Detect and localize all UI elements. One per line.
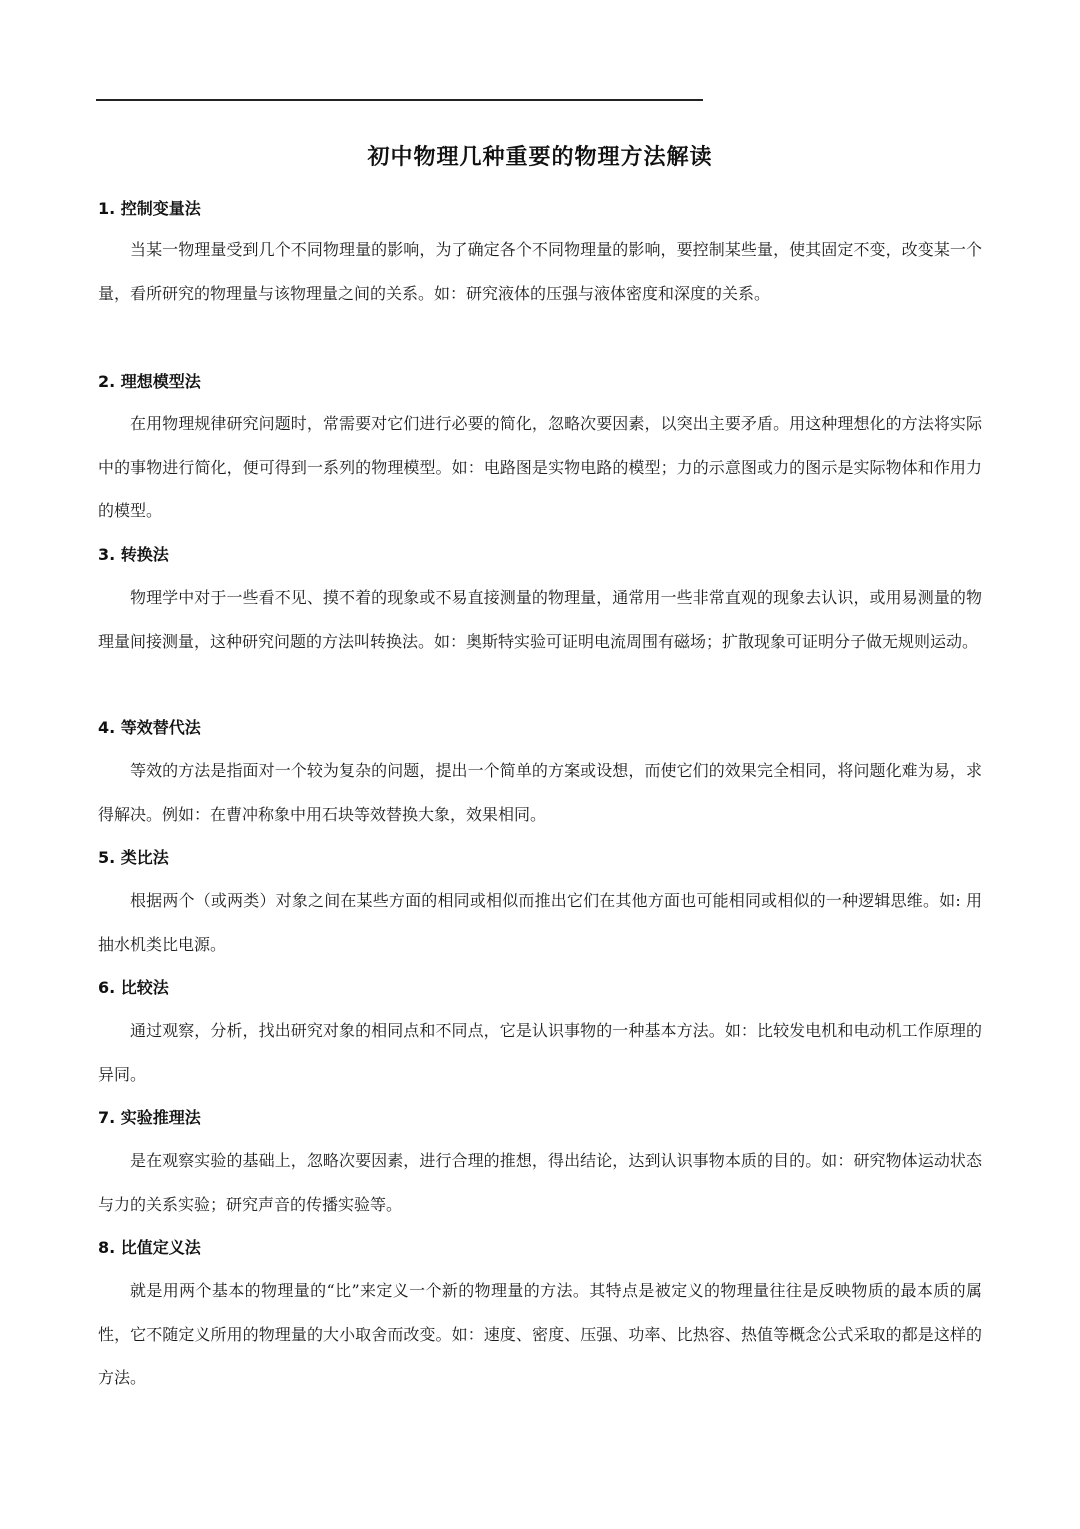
section-heading-ratio-definition: 8. 比值定义法 bbox=[98, 1238, 201, 1257]
section-heading-conversion: 3. 转换法 bbox=[98, 545, 169, 564]
section-heading-equivalent-substitution: 4. 等效替代法 bbox=[98, 718, 201, 737]
section-heading-experimental-reasoning: 7. 实验推理法 bbox=[98, 1108, 201, 1127]
section-body-experimental-reasoning: 是在观察实验的基础上，忽略次要因素，进行合理的推想，得出结论，达到认识事物本质的目的。如：研究物体运动状态与力的关系实验；研究声音的传播实验等。 bbox=[98, 1151, 982, 1214]
section-body-ratio-definition: 就是用两个基本的物理量的“比”来定义一个新的物理量的方法。其特点是被定义的物理量往往是反映物质的最本质的属性，它不随定义所用的物理量的大小取舍而改变。如：速度、密度、压强、功率、比热容、热值等概念公式采取的都是这样的方法。 bbox=[98, 1281, 982, 1387]
section-body-equivalent-substitution: 等效的方法是指面对一个较为复杂的问题，提出一个简单的方案或设想，而使它们的效果完全相同，将问题化难为易，求得解决。例如：在曹冲称象中用石块等效替换大象，效果相同。 bbox=[98, 761, 982, 824]
section-body-analogy: 根据两个（或两类）对象之间在某些方面的相同或相似而推出它们在其他方面也可能相同或相似的一种逻辑思维。如: 用抽水机类比电源。 bbox=[98, 891, 982, 954]
section-body-control-variables: 当某一物理量受到几个不同物理量的影响，为了确定各个不同物理量的影响，要控制某些量，使其固定不变，改变某一个量，看所研究的物理量与该物理量之间的关系。如：研究液体的压强与液体密度和深度的关系。 bbox=[98, 240, 982, 303]
document-title: 初中物理几种重要的物理方法解读 bbox=[367, 145, 713, 170]
section-heading-analogy: 5. 类比法 bbox=[98, 848, 169, 867]
section-heading-comparison: 6. 比较法 bbox=[98, 978, 169, 997]
section-body-comparison: 通过观察，分析，找出研究对象的相同点和不同点，它是认识事物的一种基本方法。如：比较发电机和电动机工作原理的异同。 bbox=[98, 1021, 982, 1084]
header-rule bbox=[96, 99, 703, 101]
section-heading-control-variables: 1. 控制变量法 bbox=[98, 199, 201, 218]
section-body-conversion: 物理学中对于一些看不见、摸不着的现象或不易直接测量的物理量，通常用一些非常直观的现象去认识，或用易测量的物理量间接测量，这种研究问题的方法叫转换法。如：奥斯特实验可证明电流周围有磁场；扩散现象可证明分子做无规则运动。 bbox=[98, 588, 982, 651]
section-body-ideal-model: 在用物理规律研究问题时，常需要对它们进行必要的简化，忽略次要因素，以突出主要矛盾。用这种理想化的方法将实际中的事物进行简化，便可得到一系列的物理模型。如：电路图是实物电路的模型；力的示意图或力的图示是实际物体和作用力的模型。 bbox=[98, 414, 982, 520]
section-heading-ideal-model: 2. 理想模型法 bbox=[98, 372, 201, 391]
